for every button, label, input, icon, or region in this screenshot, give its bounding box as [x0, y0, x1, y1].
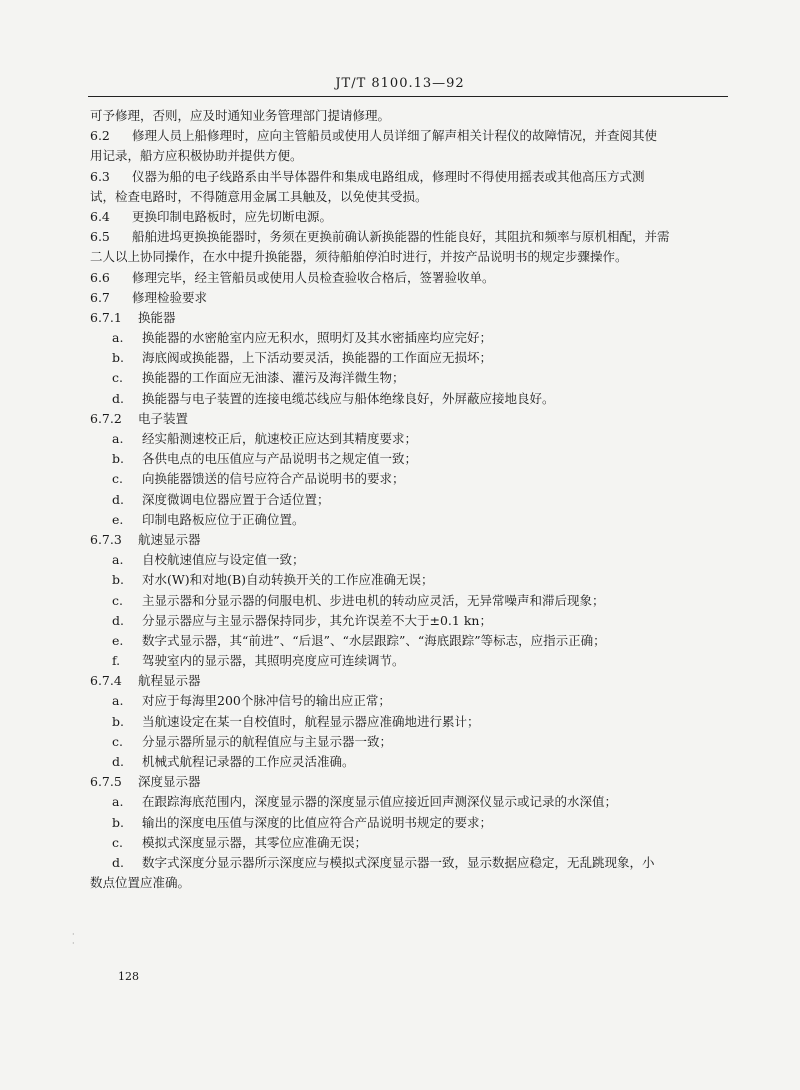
clause-number: 6.7.4 — [90, 673, 122, 689]
clause-text: 分显示器应与主显示器保持同步，其允许误差不大于±0.1 kn； — [142, 612, 492, 628]
clause-text: 印制电路板应位于正确位置。 — [142, 511, 305, 527]
clause-text: 修理检验要求 — [132, 289, 208, 305]
text-continuation-line — [90, 146, 728, 166]
clause-text: 换能器的工作面应无油漆、灌污及海洋微生物； — [142, 370, 405, 386]
clause-text: 仪器为船的电子线路系由半导体器件和集成电路组成，修理时不得使用摇表或其他高压方式测 — [132, 168, 645, 184]
clause-number: a. — [112, 794, 124, 810]
clause-number: 6.6 — [90, 269, 110, 285]
clause-number: a. — [112, 693, 124, 709]
clause-number: a. — [112, 330, 124, 346]
clause-number: c. — [112, 834, 123, 850]
clause-text: 模拟式深度显示器，其零位应准确无误； — [142, 834, 368, 850]
list-item — [90, 389, 728, 409]
clause-line — [90, 308, 728, 328]
list-item — [90, 429, 728, 449]
clause-text: 换能器 — [138, 309, 176, 325]
clause-text: 修理完毕，经主管船员或使用人员检查验收合格后，签署验收单。 — [132, 269, 495, 285]
clause-number: 6.4 — [90, 208, 110, 224]
clause-text: 修理人员上船修理时，应向主管船员或使用人员详细了解声相关计程仪的故障情况，并查阅其使 — [132, 128, 658, 144]
clause-line — [90, 126, 728, 146]
clause-number: d. — [112, 854, 124, 870]
clause-text: 可予修理，否则，应及时通知业务管理部门提请修理。 — [90, 108, 391, 123]
clause-number: e. — [112, 632, 124, 648]
clause-text: 深度微调电位器应置于合适位置； — [142, 491, 330, 507]
clause-number: a. — [112, 431, 124, 446]
list-item — [90, 833, 728, 853]
clause-text: 对水(W)和对地(B)自动转换开关的工作应准确无误； — [142, 572, 434, 588]
clause-text: 对应于每海里200个脉冲信号的输出应正常； — [142, 693, 391, 709]
clause-number: 6.3 — [90, 168, 110, 184]
clause-text: 数字式显示器，其“前进”、“后退”、“水层跟踪”、“海底跟踪”等标志，应指示正确； — [142, 632, 606, 648]
clause-number: d. — [112, 612, 124, 628]
clause-number: d. — [112, 390, 124, 406]
clause-text: 当航速设定在某一自校值时，航程显示器应准确地进行累计； — [142, 713, 480, 729]
clause-number: c. — [112, 733, 123, 749]
list-item — [90, 570, 728, 590]
list-item — [90, 792, 728, 812]
clause-text: 自校航速值应与设定值一致； — [142, 552, 305, 568]
list-item — [90, 490, 728, 510]
clause-text: 数字式深度分显示器所示深度应与模拟式深度显示器一致，显示数据应稳定，无乱跳现象，小 — [142, 854, 655, 870]
clause-number: 6.7.5 — [90, 774, 122, 790]
clause-text: 深度显示器 — [138, 774, 201, 790]
clause-text: 换能器的水密舱室内应无积水，照明灯及其水密插座均应完好； — [142, 330, 493, 346]
clause-text: 分显示器所显示的航程值应与主显示器一致； — [142, 733, 393, 749]
clause-text: 经实船测速校正后，航速校正应达到其精度要求； — [142, 431, 418, 446]
list-item — [90, 550, 728, 570]
clause-line — [90, 530, 728, 550]
clause-text: 二人以上协同操作，在水中提升换能器，须待船舶停泊时进行，并按产品说明书的规定步骤操作。 — [90, 249, 628, 265]
clause-text: 主显示器和分显示器的伺服电机、步进电机的转动应灵活，无异常噪声和滞后现象； — [142, 592, 605, 608]
list-item — [90, 469, 728, 489]
list-item — [90, 611, 728, 631]
clause-number: b. — [112, 713, 124, 729]
clause-text: 机械式航程记录器的工作应灵活准确。 — [142, 754, 355, 769]
clause-text: 驾驶室内的显示器，其照明亮度应可连续调节。 — [142, 653, 405, 669]
list-item — [90, 732, 728, 752]
list-item — [90, 752, 728, 772]
list-item — [90, 591, 728, 611]
header-rule — [88, 96, 728, 97]
text-continuation-line — [90, 247, 728, 267]
clause-text: 试，检查电路时，不得随意用金属工具触及，以免使其受损。 — [90, 188, 428, 204]
page-number: 128 — [118, 970, 139, 983]
list-item — [90, 348, 728, 368]
clause-line — [90, 288, 728, 308]
document-body — [90, 106, 728, 893]
clause-number: 6.5 — [90, 229, 110, 245]
clause-text: 输出的深度电压值与深度的比值应符合产品说明书规定的要求； — [142, 814, 493, 830]
margin-marks: · · — [72, 930, 75, 948]
clause-line — [90, 409, 728, 429]
clause-number: 6.7 — [90, 289, 110, 305]
clause-number: 6.7.2 — [90, 410, 122, 426]
clause-text: 海底阀或换能器，上下活动要灵活，换能器的工作面应无损坏； — [142, 350, 493, 366]
standard-number-header: JT/T 8100.13—92 — [335, 76, 465, 91]
clause-number: b. — [112, 451, 124, 467]
clause-number: b. — [112, 814, 124, 830]
list-item — [90, 328, 728, 348]
text-continuation-line — [90, 187, 728, 207]
clause-number: c. — [112, 370, 123, 386]
list-item — [90, 712, 728, 732]
clause-line — [90, 268, 728, 288]
clause-number: 6.7.1 — [90, 309, 122, 325]
clause-text: 航速显示器 — [138, 531, 201, 547]
clause-number: a. — [112, 552, 124, 568]
clause-number: d. — [112, 754, 124, 769]
clause-text: 在跟踪海底范围内，深度显示器的深度显示值应接近回声测深仪显示或记录的水深值； — [142, 794, 618, 810]
clause-text: 换能器与电子装置的连接电缆芯线应与船体绝缘良好，外屏蔽应接地良好。 — [142, 390, 555, 406]
clause-text: 更换印制电路板时，应先切断电源。 — [132, 208, 333, 224]
clause-line — [90, 671, 728, 691]
list-item — [90, 510, 728, 530]
clause-number: e. — [112, 511, 124, 527]
list-item — [90, 813, 728, 833]
list-item — [90, 691, 728, 711]
clause-text: 船舶进坞更换换能器时，务须在更换前确认新换能器的性能良好，其阻抗和频率与原机相配，并需 — [132, 229, 670, 245]
clause-line — [90, 207, 728, 227]
clause-number: c. — [112, 592, 123, 608]
list-item — [90, 631, 728, 651]
clause-text: 向换能器馈送的信号应符合产品说明书的要求； — [142, 471, 405, 487]
list-item — [90, 449, 728, 469]
clause-number: 6.7.3 — [90, 531, 122, 547]
list-item — [90, 368, 728, 388]
clause-number: d. — [112, 491, 124, 507]
clause-text: 航程显示器 — [138, 673, 201, 689]
text-continuation-line — [90, 106, 728, 126]
clause-line — [90, 227, 728, 247]
clause-text: 电子装置 — [138, 410, 189, 426]
clause-number: c. — [112, 471, 123, 487]
clause-number: 6.2 — [90, 128, 110, 144]
text-continuation-line — [90, 873, 728, 893]
clause-line — [90, 167, 728, 187]
clause-number: b. — [112, 350, 124, 366]
list-item — [90, 853, 728, 873]
clause-line — [90, 772, 728, 792]
clause-text: 用记录，船方应积极协助并提供方便。 — [90, 148, 303, 164]
clause-text: 数点位置应准确。 — [90, 875, 191, 891]
clause-text: 各供电点的电压值应与产品说明书之规定值一致； — [142, 451, 418, 467]
clause-number: f. — [112, 653, 121, 669]
clause-number: b. — [112, 572, 124, 588]
list-item — [90, 651, 728, 671]
